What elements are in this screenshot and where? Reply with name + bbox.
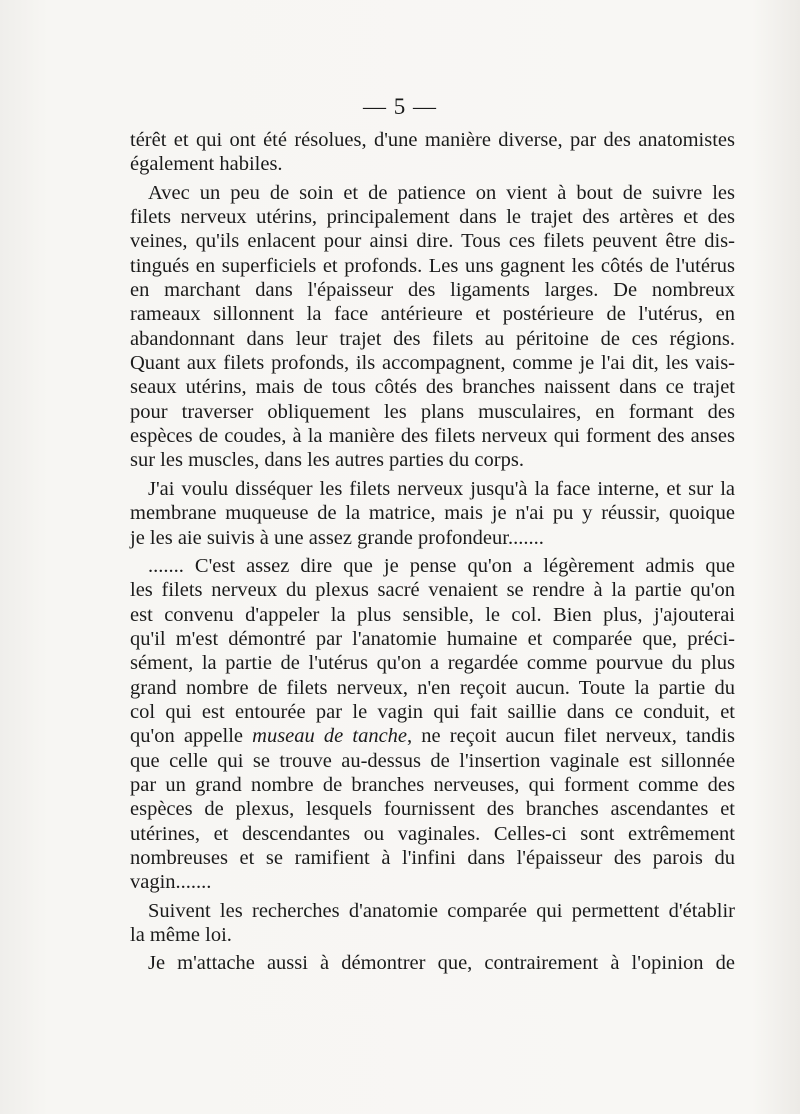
text-line: en marchant dans l'épaisseur des ligaments larges. De nombreux [130, 279, 735, 302]
text-line: qu'il m'est démontré par l'anatomie humaine et comparée que, préci- [130, 627, 735, 650]
text-line: sur les muscles, dans les autres parties du corps. [130, 449, 524, 472]
paragraph [130, 899, 735, 948]
text-line: espèces de coudes, à la manière des filets nerveux qui forment des anses [130, 425, 735, 448]
text-line: je les aie suivis à une assez grande profondeur....... [130, 526, 544, 549]
text-line: veines, qu'ils enlacent pour ainsi dire. Tous ces filets peuvent être dis- [130, 230, 735, 253]
paragraph [130, 477, 735, 550]
text-line: Avec un peu de soin et de patience on vient à bout de suivre les [148, 181, 735, 204]
text-run: , ne reçoit aucun filet nerveux, tandis [407, 725, 736, 748]
text-line: que celle qui se trouve au-dessus de l'insertion vaginale est sillonnée [130, 749, 735, 772]
text-line: espèces de plexus, lesquels fournissent des branches ascendantes et [130, 798, 735, 821]
text-line: Suivent les recherches d'anatomie comparée qui permettent d'établir [148, 899, 735, 922]
text-line: J'ai voulu disséquer les filets nerveux jusqu'à la face interne, et sur la [148, 477, 735, 500]
text-line: également habiles. [130, 153, 283, 176]
text-body [130, 128, 735, 976]
text-line [130, 724, 735, 748]
page-number: — 5 — [363, 94, 437, 119]
text-line: grand nombre de filets nerveux, n'en reçoit aucun. Toute la partie du [130, 676, 735, 699]
text-line: sément, la partie de l'utérus qu'on a regardée comme pourvue du plus [130, 652, 735, 675]
text-line: ....... C'est assez dire que je pense qu'on a légèrement admis que [148, 554, 735, 577]
text-line: filets nerveux utérins, principalement dans le trajet des artères et des [130, 206, 735, 229]
text-line: pour traverser obliquement les plans musculaires, en formant des [130, 400, 735, 423]
text-line: abandonnant dans leur trajet des filets au péritoine de ces régions. [130, 327, 735, 350]
text-run: qu'on appelle [130, 725, 253, 748]
paragraph [130, 951, 735, 975]
paragraph [130, 554, 735, 895]
text-line: utérines, et descendantes ou vaginales. Celles-ci sont extrêmement [130, 822, 735, 845]
text-line: membrane muqueuse de la matrice, mais je n'ai pu y réussir, quoique [130, 502, 735, 525]
text-line: tingués en superficiels et profonds. Les uns gagnent les côtés de l'utérus [130, 254, 735, 277]
text-line: col qui est entourée par le vagin qui fait saillie dans ce conduit, et [130, 700, 735, 723]
text-line: la même loi. [130, 924, 232, 946]
paragraph [130, 181, 735, 473]
text-line: les filets nerveux du plexus sacré venaient se rendre à la partie qu'on [130, 579, 735, 602]
text-line: par un grand nombre de branches nerveuses, qui forment comme des [130, 773, 735, 796]
text-line: térêt et qui ont été résolues, d'une manière diverse, par des anatomistes [130, 129, 735, 151]
text-line: rameaux sillonnent la face antérieure et postérieure de l'utérus, en [130, 303, 735, 326]
text-line: Je m'attache aussi à démontrer que, contrairement à l'opinion de [148, 952, 735, 975]
paragraph [130, 128, 735, 177]
text-line: nombreuses et se ramifient à l'infini dans l'épaisseur des parois du [130, 846, 735, 869]
text-line: Quant aux filets profonds, ils accompagnent, comme je l'ai dit, les vais- [130, 352, 735, 375]
italic-term: museau de tanche [252, 725, 408, 748]
text-line: vagin....... [130, 871, 212, 894]
text-line: est convenu d'appeler la plus sensible, le col. Bien plus, j'ajouterai [130, 603, 735, 626]
text-line: seaux utérins, mais de tous côtés des branches naissent dans ce trajet [130, 376, 735, 399]
